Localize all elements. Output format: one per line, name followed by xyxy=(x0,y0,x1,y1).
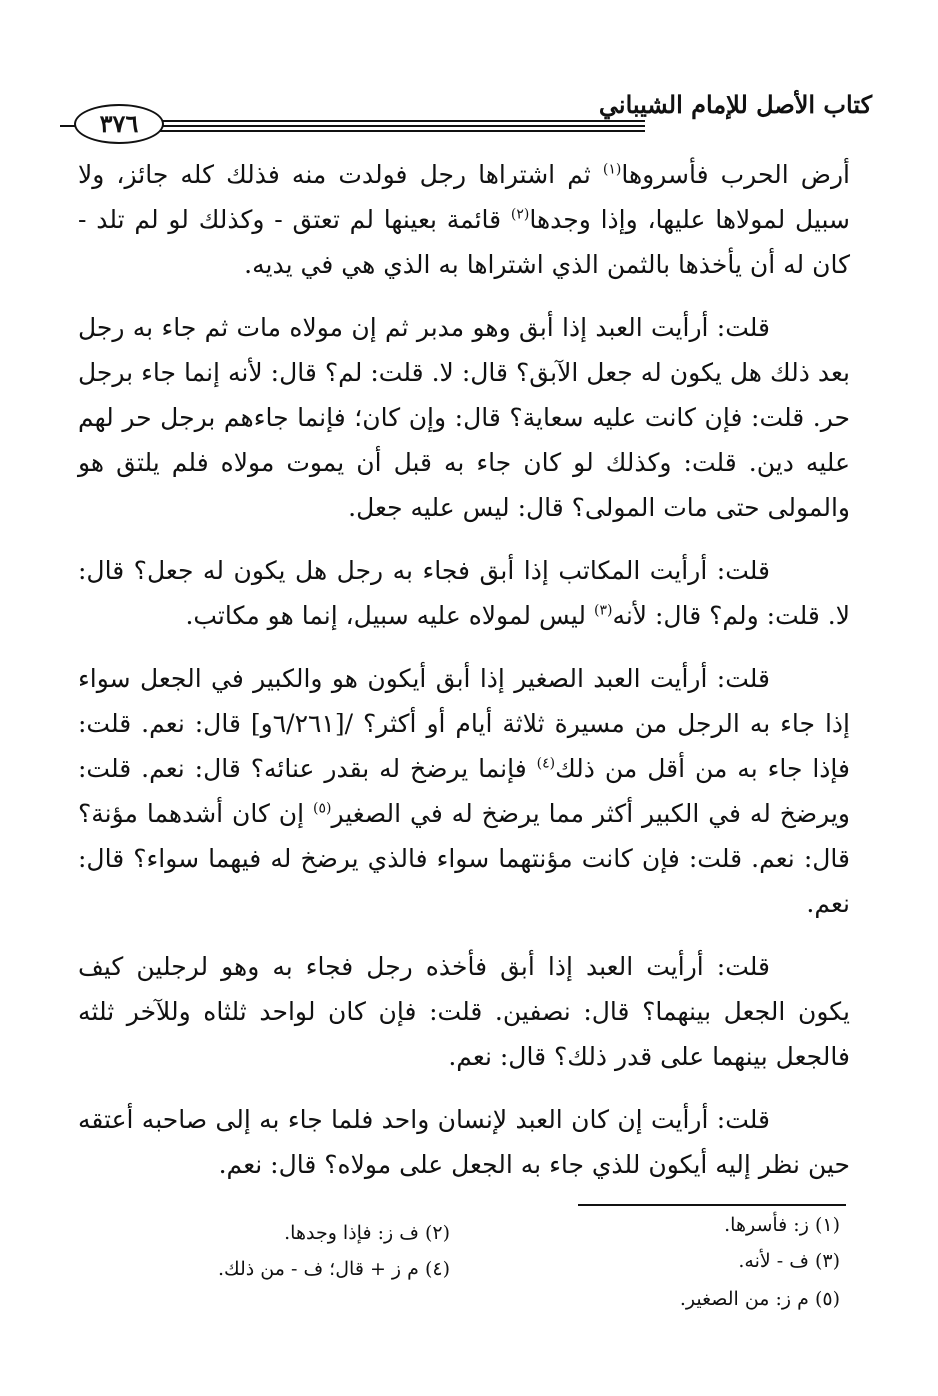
header-rule xyxy=(150,130,645,132)
footnote-text: م ز + قال؛ ف - من ذلك. xyxy=(217,1258,419,1280)
text-run: قلت: أرأيت العبد إذا أبق وهو مدبر ثم إن مولاه مات ثم جاء به رجل بعد ذلك هل يكون له جعل الآبق؟ قال: لا. قلت: لم؟ قال: لأنه إنما جاء برجل حر. قلت: فإن كانت عليه سعاية؟ قال: وإن كان؛ فإنما جاءهم برجل حر لهم عليه دين. قلت: وكذلك لو كان جاء به قبل أن يموت مولاه فلم يلتق هو والمولى حتى مات المولى؟ قال: ليس عليه جعل. xyxy=(78,313,850,522)
footnote-marker: (٤) xyxy=(536,755,556,772)
footnote xyxy=(738,1250,840,1272)
text-run: إن كان أشدهما مؤنة؟ قال: نعم. قلت: فإن كانت مؤنتهما سواء فالذي يرضخ له فيهما سواء؟ قال: نعم. xyxy=(78,799,850,918)
paragraph xyxy=(78,656,850,926)
footnote-marker: (٣) xyxy=(593,602,613,619)
footnote-number: (٣) xyxy=(814,1250,840,1272)
footnote-text: ف ز: فإذا وجدها. xyxy=(284,1222,419,1244)
footnote xyxy=(218,1258,450,1280)
paragraph xyxy=(78,548,850,638)
text-run: قلت: أرأيت إن كان العبد لإنسان واحد فلما جاء به إلى صاحبه أعتقه حين نظر إليه أيكون للذي جاء به الجعل على مولاه؟ قال: نعم. xyxy=(78,1105,850,1179)
page-number: ٣٧٦ xyxy=(74,104,164,144)
book-title: كتاب الأصل للإمام الشيباني xyxy=(598,90,872,119)
footnote-number: (٢) xyxy=(424,1222,450,1244)
footnote-marker: (١) xyxy=(602,161,622,178)
footnote-number: (٤) xyxy=(424,1258,450,1280)
text-run: ليس لمولاه عليه سبيل، إنما هو مكاتب. xyxy=(185,601,594,630)
header-rule xyxy=(150,120,645,122)
text-run: أرض الحرب فأسروها xyxy=(621,160,850,189)
footnotes xyxy=(150,1214,840,1324)
text-run: فإنما يرضخ له بقدر عنائه؟ قال: نعم. قلت: ويرضخ له في الكبير أكثر مما يرضخ له في الصغير xyxy=(78,754,850,828)
header-rule xyxy=(150,125,645,127)
footnote-marker: (٥) xyxy=(312,800,332,817)
footnote-number: (١) xyxy=(814,1214,840,1236)
footnote-number: (٥) xyxy=(814,1288,840,1310)
page-header xyxy=(60,84,880,144)
footnote-separator xyxy=(578,1204,846,1206)
paragraph xyxy=(78,305,850,530)
main-text xyxy=(78,152,850,1205)
text-run: قلت: أرأيت العبد إذا أبق فأخذه رجل فجاء به وهو لرجلين كيف يكون الجعل بينهما؟ قال: نصفين. قلت: فإن كان لواحد ثلثاه وللآخر ثلثه فالجعل بينهما على قدر ذلك؟ قال: نعم. xyxy=(78,952,850,1071)
paragraph xyxy=(78,1097,850,1187)
footnote-text: ز: فأسرها. xyxy=(724,1214,809,1236)
text-run: ثم اشتراها رجل فولدت منه فذلك كله جائز، ولا سبيل لمولاها عليها، وإذا وجدها xyxy=(78,160,850,234)
footnote-marker: (٢) xyxy=(510,206,530,223)
paragraph xyxy=(78,944,850,1079)
text-run: قائمة بعينها لم تعتق - وكذلك لو لم تلد - كان له أن يأخذها بالثمن الذي اشتراها به الذي هي في يديه. xyxy=(78,205,850,279)
paragraph xyxy=(78,152,850,287)
text-run: قلت: أرأيت المكاتب إذا أبق فجاء به رجل هل يكون له جعل؟ قال: لا. قلت: ولم؟ قال: لأنه xyxy=(78,556,850,630)
footnote xyxy=(724,1214,840,1236)
footnote xyxy=(284,1222,450,1244)
footnote-text: ف - لأنه. xyxy=(738,1250,809,1272)
footnote-text: م ز: من الصغير. xyxy=(679,1288,809,1310)
footnote xyxy=(680,1288,840,1310)
text-run: قلت: أرأيت العبد الصغير إذا أبق أيكون هو والكبير في الجعل سواء إذا جاء به الرجل من مسيرة ثلاثة أيام أو أكثر؟ /[٦/٢٦١و] قال: نعم. قلت: فإذا جاء به من أقل من ذلك xyxy=(78,664,850,783)
